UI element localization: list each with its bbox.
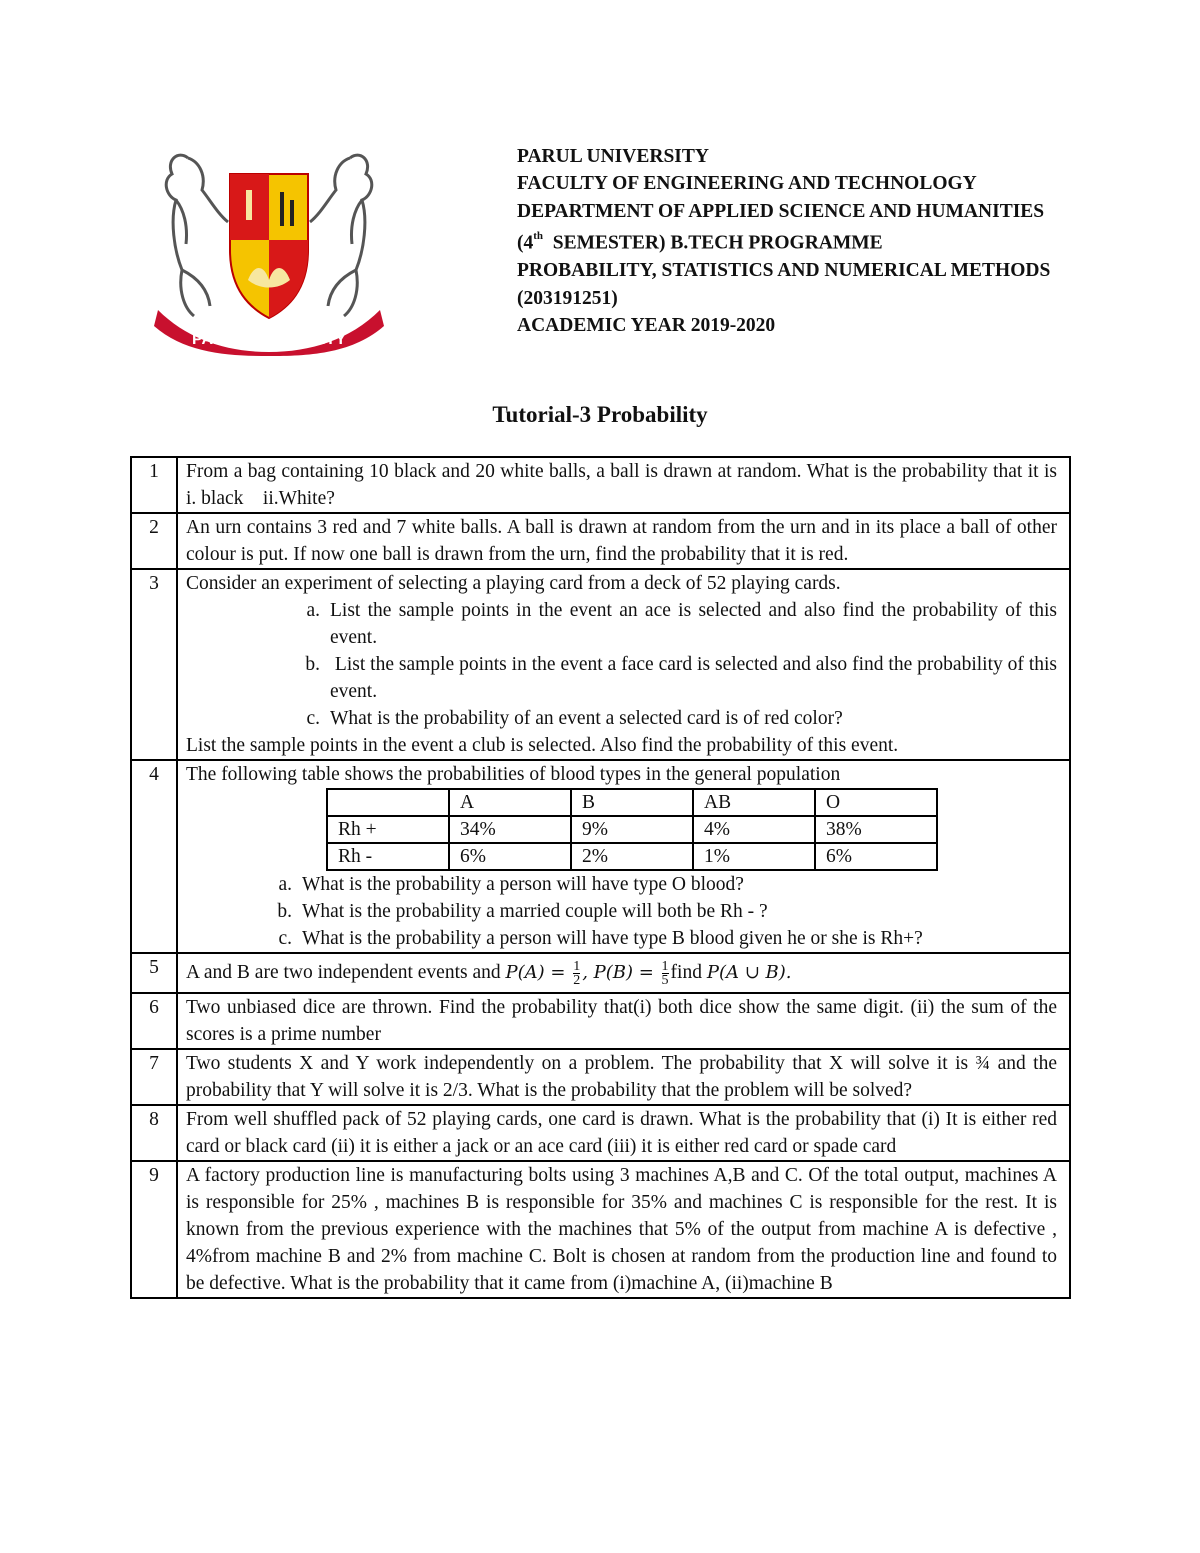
fraction: $\frac{1}{5}$ bbox=[661, 959, 669, 989]
crest-shield-icon bbox=[230, 174, 308, 318]
semester-programme: (4th SEMESTER) B.TECH PROGRAMME bbox=[517, 230, 883, 254]
question-row-5 bbox=[131, 953, 1070, 993]
document-header bbox=[517, 143, 1050, 339]
blood-table-cell: 2% bbox=[571, 843, 693, 870]
question-intro: Consider an experiment of selecting a playing card from a deck of 52 playing cards. bbox=[186, 573, 841, 594]
question-number: 2 bbox=[131, 513, 177, 569]
question-row-3 bbox=[131, 569, 1070, 760]
math-union: P(A ∪ B). bbox=[706, 962, 792, 983]
sub-question-b: b. What is the probability a married couple will both be Rh - ? bbox=[277, 901, 768, 922]
blood-table-row bbox=[327, 816, 937, 843]
question-row-9 bbox=[131, 1161, 1070, 1298]
right-lion-icon bbox=[310, 155, 372, 316]
math-pb: , P(B) = bbox=[582, 962, 660, 983]
question-row-6 bbox=[131, 993, 1070, 1049]
academic-year: ACADEMIC YEAR 2019-2020 bbox=[517, 314, 776, 336]
blood-table-cell bbox=[327, 789, 449, 816]
blood-table-row bbox=[327, 843, 937, 870]
question-text: From well shuffled pack of 52 playing cards, one card is drawn. What is the probability that (i) It is either red card or black card (ii) it is either a jack or an ace card (iii) it is either red card or spade card bbox=[177, 1105, 1070, 1161]
svg-text:PARUL UNIVERSITY: PARUL UNIVERSITY bbox=[191, 331, 347, 348]
blood-table-cell: O bbox=[815, 789, 937, 816]
blood-table-cell: Rh + bbox=[327, 816, 449, 843]
university-name: PARUL UNIVERSITY bbox=[517, 146, 709, 167]
blood-table-cell: B bbox=[571, 789, 693, 816]
sub-question-a: a. List the sample points in the event an ace is selected and also find the probability of this event. bbox=[306, 600, 1057, 648]
question-text bbox=[177, 569, 1070, 760]
question-number: 5 bbox=[131, 953, 177, 993]
question-number: 1 bbox=[131, 457, 177, 513]
blood-table-cell: 38% bbox=[815, 816, 937, 843]
blood-table-cell: 6% bbox=[815, 843, 937, 870]
faculty-name: FACULTY OF ENGINEERING AND TECHNOLOGY bbox=[517, 173, 977, 195]
question-number: 9 bbox=[131, 1161, 177, 1298]
question-text: A factory production line is manufacturing bolts using 3 machines A,B and C. Of the total output, machines A is responsible for 25% , machines B is responsible for 35% and machines C is responsible for the rest. It is known from the previous experience with the machines that 5% of the output from machine A is defective , 4%from machine B and 2% from machine C. Bolt is chosen at random from the production line and found to be defective. What is the probability that it came from (i)machine A, (ii)machine B bbox=[177, 1161, 1070, 1298]
subject-code: (203191251) bbox=[517, 287, 618, 309]
blood-table-cell: AB bbox=[693, 789, 815, 816]
question-number: 6 bbox=[131, 993, 177, 1049]
question-row-4 bbox=[131, 760, 1070, 953]
question-text bbox=[177, 760, 1070, 953]
questions-table bbox=[130, 456, 1071, 1299]
question-number: 3 bbox=[131, 569, 177, 760]
math-pa: P(A) = bbox=[505, 962, 572, 983]
department-name: DEPARTMENT OF APPLIED SCIENCE AND HUMANITIES bbox=[517, 200, 1045, 222]
question-number: 8 bbox=[131, 1105, 177, 1161]
question-text: From a bag containing 10 black and 20 white balls, a ball is drawn at random. What is the probability that it is i. black ii.White? bbox=[177, 457, 1070, 513]
blood-table-cell: 9% bbox=[571, 816, 693, 843]
question-number: 4 bbox=[131, 760, 177, 953]
blood-table-header bbox=[327, 789, 937, 816]
question-row-2 bbox=[131, 513, 1070, 569]
subject-name: PROBABILITY, STATISTICS AND NUMERICAL METHODS bbox=[517, 260, 1051, 282]
question-text: Two students X and Y work independently on a problem. The probability that X will solve it is ¾ and the probability that Y will solve it is 2/3. What is the probability that the problem will be solved? bbox=[177, 1049, 1070, 1105]
question-row-1 bbox=[131, 457, 1070, 513]
question-row-8 bbox=[131, 1105, 1070, 1161]
page-title: Tutorial-3 Probability bbox=[492, 402, 708, 427]
blood-table-cell: 1% bbox=[693, 843, 815, 870]
sub-question-c: c. What is the probability a person will have type B blood given he or she is Rh+? bbox=[278, 928, 923, 949]
blood-table-cell: 34% bbox=[449, 816, 571, 843]
sub-question-c: c. What is the probability of an event a selected card is of red color? bbox=[306, 708, 843, 729]
question-row-7 bbox=[131, 1049, 1070, 1105]
blood-table-cell: Rh - bbox=[327, 843, 449, 870]
question-outro: List the sample points in the event a club is selected. Also find the probability of this event. bbox=[186, 735, 899, 756]
left-lion-icon bbox=[166, 155, 228, 316]
university-logo bbox=[148, 140, 390, 358]
question-intro: The following table shows the probabilities of blood types in the general population bbox=[186, 764, 841, 785]
blood-table-cell: A bbox=[449, 789, 571, 816]
blood-type-table bbox=[326, 788, 938, 871]
question-text: A and B are two independent events and P(A) = $\frac{1}{2}$ , P(B) = $\frac{1}{5}$ find P(A ∪ B). bbox=[177, 953, 1070, 993]
sub-question-b: b. List the sample points in the event a face card is selected and also find the probability of this event. bbox=[305, 654, 1062, 702]
question-text: Two unbiased dice are thrown. Find the probability that(i) both dice show the same digit. (ii) the sum of the scores is a prime number bbox=[177, 993, 1070, 1049]
question-number: 7 bbox=[131, 1049, 177, 1105]
question-text: An urn contains 3 red and 7 white balls. A ball is drawn at random from the urn and in its place a ball of other colour is put. If now one ball is drawn from the urn, find the probability that it is red. bbox=[177, 513, 1070, 569]
sub-question-a: a. What is the probability a person will have type O blood? bbox=[278, 874, 744, 895]
blood-table-cell: 6% bbox=[449, 843, 571, 870]
blood-table-cell: 4% bbox=[693, 816, 815, 843]
fraction: $\frac{1}{2}$ bbox=[573, 959, 581, 989]
